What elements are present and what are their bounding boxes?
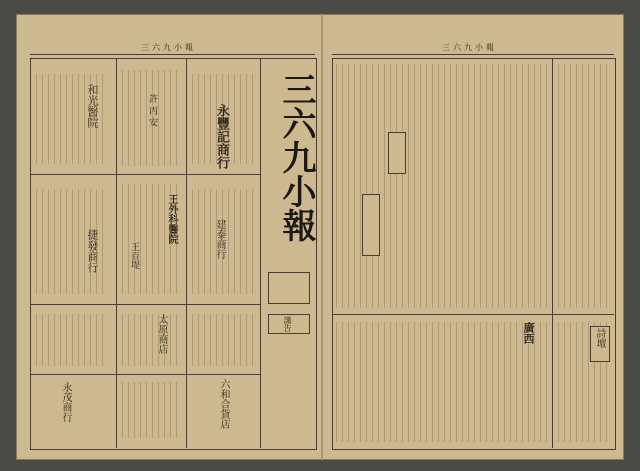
ad-heguang-hospital: 和光醫院 xyxy=(86,84,99,128)
ad-jiantai: 建泰商行 xyxy=(214,219,225,259)
newspaper-sheet xyxy=(16,14,624,460)
ad-wang-baiti: 王百堤 xyxy=(129,242,139,269)
ad-wang-surgery: 王外科醫院 xyxy=(166,194,177,244)
ad-text-block xyxy=(192,189,254,294)
row-rule-2 xyxy=(30,304,260,305)
ad-text-block xyxy=(122,314,182,366)
ad-text-block xyxy=(192,314,254,366)
ad-taiyuan: 太原商店 xyxy=(156,314,167,354)
masthead-title: 三六九小報 xyxy=(276,72,316,242)
article-columns xyxy=(336,322,548,442)
left-page xyxy=(16,14,322,460)
notice-label: 謹告 xyxy=(283,316,292,332)
ad-yongfengji: 永豐記商行 xyxy=(214,104,229,169)
article-heading-box xyxy=(362,194,380,256)
ad-text-block xyxy=(36,189,106,294)
row-rule xyxy=(332,314,614,315)
row-rule-3 xyxy=(30,374,260,375)
header-rule xyxy=(332,54,614,55)
masthead-info-box xyxy=(268,272,310,304)
guangxi-heading: 廣西 xyxy=(522,322,535,344)
left-header-title: 三六九小報 xyxy=(141,43,196,52)
row-rule-1 xyxy=(30,174,260,175)
ad-xubingan: 許 丙 安 xyxy=(147,94,157,127)
right-page xyxy=(322,14,624,460)
article-heading-box xyxy=(388,132,406,174)
ad-text-block xyxy=(122,70,182,166)
column-rule-3 xyxy=(260,58,261,448)
article-columns xyxy=(558,64,610,308)
column-rule xyxy=(552,58,553,448)
ad-liuhe: 六和合貨店 xyxy=(218,379,229,429)
header-rule xyxy=(30,54,315,55)
ad-yongmao: 永茂商行 xyxy=(60,382,71,422)
ad-text-block xyxy=(122,184,182,294)
ad-jiefa: 捷發商行 xyxy=(86,229,99,273)
ad-text-block xyxy=(122,382,182,438)
poetry-heading: 詩壇 xyxy=(594,328,605,348)
ad-text-block xyxy=(192,74,254,164)
column-rule-2 xyxy=(186,58,187,448)
ad-text-block xyxy=(36,314,106,366)
ad-text-block xyxy=(36,74,106,164)
column-rule-1 xyxy=(116,58,117,448)
article-columns xyxy=(336,64,548,308)
right-header-title: 三六九小報 xyxy=(442,43,497,52)
